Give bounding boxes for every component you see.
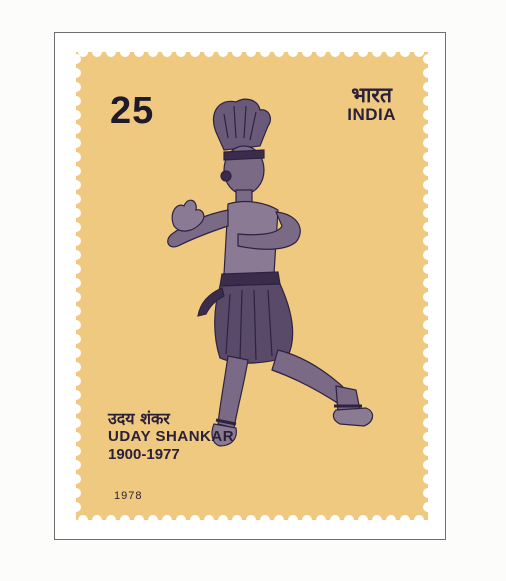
subject-name-hindi: उदय शंकर bbox=[108, 409, 170, 428]
stamp-face bbox=[88, 64, 416, 508]
subject-name-english: UDAY SHANKAR bbox=[108, 428, 235, 446]
country-english: INDIA bbox=[347, 105, 396, 125]
country-hindi: भारत bbox=[351, 83, 392, 107]
denomination: 25 bbox=[110, 90, 155, 132]
issue-year: 1978 bbox=[114, 490, 143, 502]
life-dates: 1900-1977 bbox=[108, 445, 180, 463]
postage-stamp bbox=[76, 52, 428, 520]
stamp-caption bbox=[108, 410, 234, 463]
